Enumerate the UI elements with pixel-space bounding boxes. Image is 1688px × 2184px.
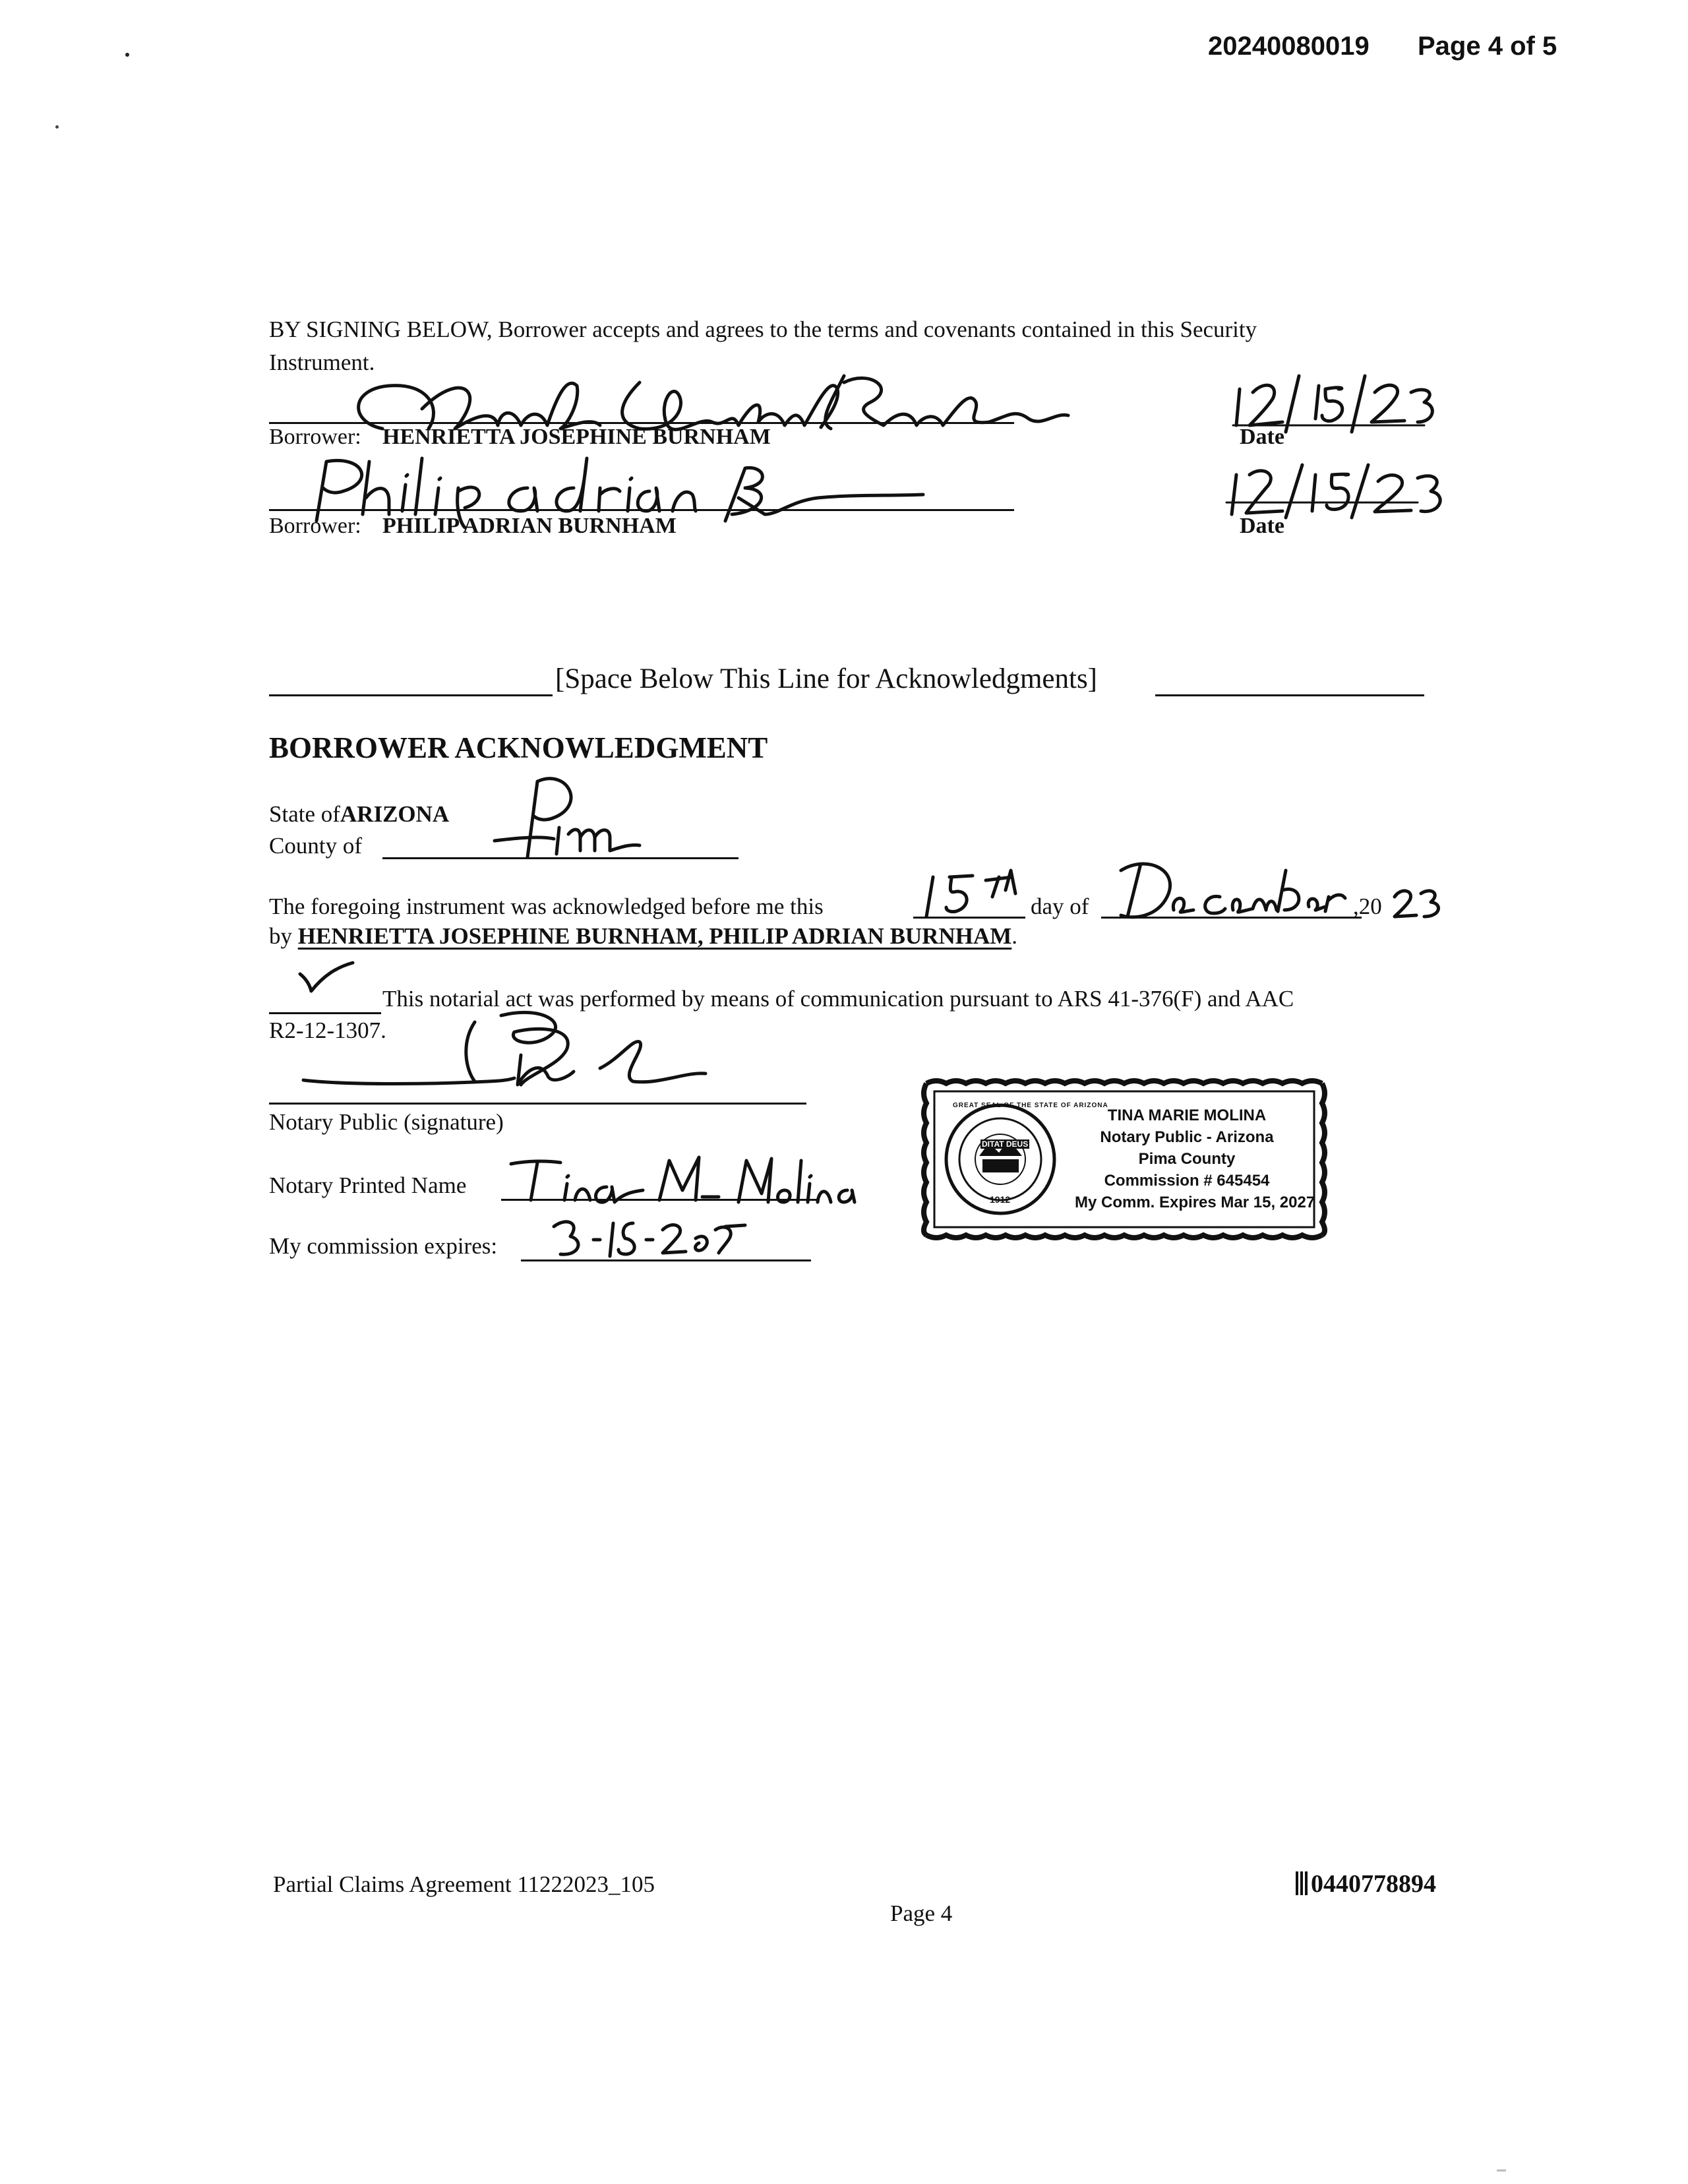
borrower1-name: HENRIETTA JOSEPHINE BURNHAM	[382, 425, 771, 449]
state-value: ARIZONA	[340, 801, 450, 827]
month-handwritten	[1108, 851, 1345, 923]
by-period: .	[1011, 923, 1018, 949]
notary-printed-handwritten	[501, 1151, 857, 1210]
borrower2-date-label: Date	[1240, 514, 1284, 538]
stamp-county: Pima County	[1138, 1150, 1236, 1168]
foregoing-text: The foregoing instrument was acknowledged before me this	[269, 894, 824, 919]
by-line	[269, 923, 1017, 950]
check-mark	[297, 959, 356, 999]
borrower1-date-label: Date	[1240, 425, 1284, 449]
notary-stamp	[920, 1077, 1329, 1242]
notary-signature-line	[269, 1103, 806, 1105]
footer-agreement: Partial Claims Agreement 11222023_105	[273, 1871, 655, 1897]
commission-label: My commission expires:	[269, 1233, 498, 1259]
state-label: State of	[269, 801, 340, 827]
borrower2-name: PHILIP ADRIAN BURNHAM	[382, 514, 677, 538]
day-handwritten	[920, 864, 1039, 923]
by-label: by	[269, 923, 292, 949]
footer-page: Page 4	[890, 1900, 953, 1926]
communication-text-line2: R2-12-1307.	[269, 1017, 386, 1043]
notary-printed-label: Notary Printed Name	[269, 1172, 467, 1198]
stamp-seal-text: GREAT SEAL OF THE STATE OF ARIZONA	[953, 1102, 1108, 1109]
county-handwritten	[481, 772, 653, 864]
barcode-icon	[1296, 1871, 1308, 1895]
county-label: County of	[269, 833, 362, 859]
by-names: HENRIETTA JOSEPHINE BURNHAM, PHILIP ADRIAN BURNHAM	[297, 923, 1012, 949]
footer-loan-number: 0440778894	[1311, 1870, 1436, 1898]
year-prefix: ,20	[1353, 894, 1382, 919]
scan-dot	[55, 125, 59, 129]
borrower2-label: Borrower:	[269, 514, 361, 538]
year-handwritten	[1391, 884, 1451, 923]
signing-intro-line1: BY SIGNING BELOW, Borrower accepts and agrees to the terms and covenants contained in this Security	[269, 317, 1257, 342]
signing-intro-line2: Instrument.	[269, 349, 375, 375]
scan-mark	[1497, 2169, 1506, 2171]
stamp-seal-motto: DITAT DEUS	[982, 1139, 1029, 1149]
scan-dot	[125, 53, 129, 57]
acknowledgment-title: BORROWER ACKNOWLEDGMENT	[269, 731, 768, 764]
notary-signature-label: Notary Public (signature)	[269, 1109, 504, 1135]
notary-handwritten-signature	[290, 1002, 752, 1095]
document-number: 20240080019	[1208, 32, 1370, 61]
day-of-label: day of	[1031, 894, 1089, 919]
commission-handwritten	[547, 1213, 745, 1266]
borrower1-label: Borrower:	[269, 425, 361, 449]
borrower2-handwritten-date	[1220, 455, 1444, 521]
stamp-expires: My Comm. Expires Mar 15, 2027	[1075, 1194, 1315, 1211]
stamp-seal-year: 1912	[990, 1194, 1011, 1205]
separator-right-rule	[1155, 694, 1424, 696]
communication-text: This notarial act was performed by means of communication pursuant to ARS 41-376(F) and AAC	[382, 986, 1294, 1012]
state-line	[269, 801, 449, 828]
stamp-commission: Commission # 645454	[1104, 1172, 1270, 1190]
page-indicator: Page 4 of 5	[1418, 32, 1557, 61]
separator-text: [Space Below This Line for Acknowledgments]	[555, 663, 1097, 694]
stamp-name: TINA MARIE MOLINA	[1107, 1107, 1267, 1124]
separator-left-rule	[269, 694, 553, 696]
stamp-title: Notary Public - Arizona	[1100, 1128, 1274, 1146]
